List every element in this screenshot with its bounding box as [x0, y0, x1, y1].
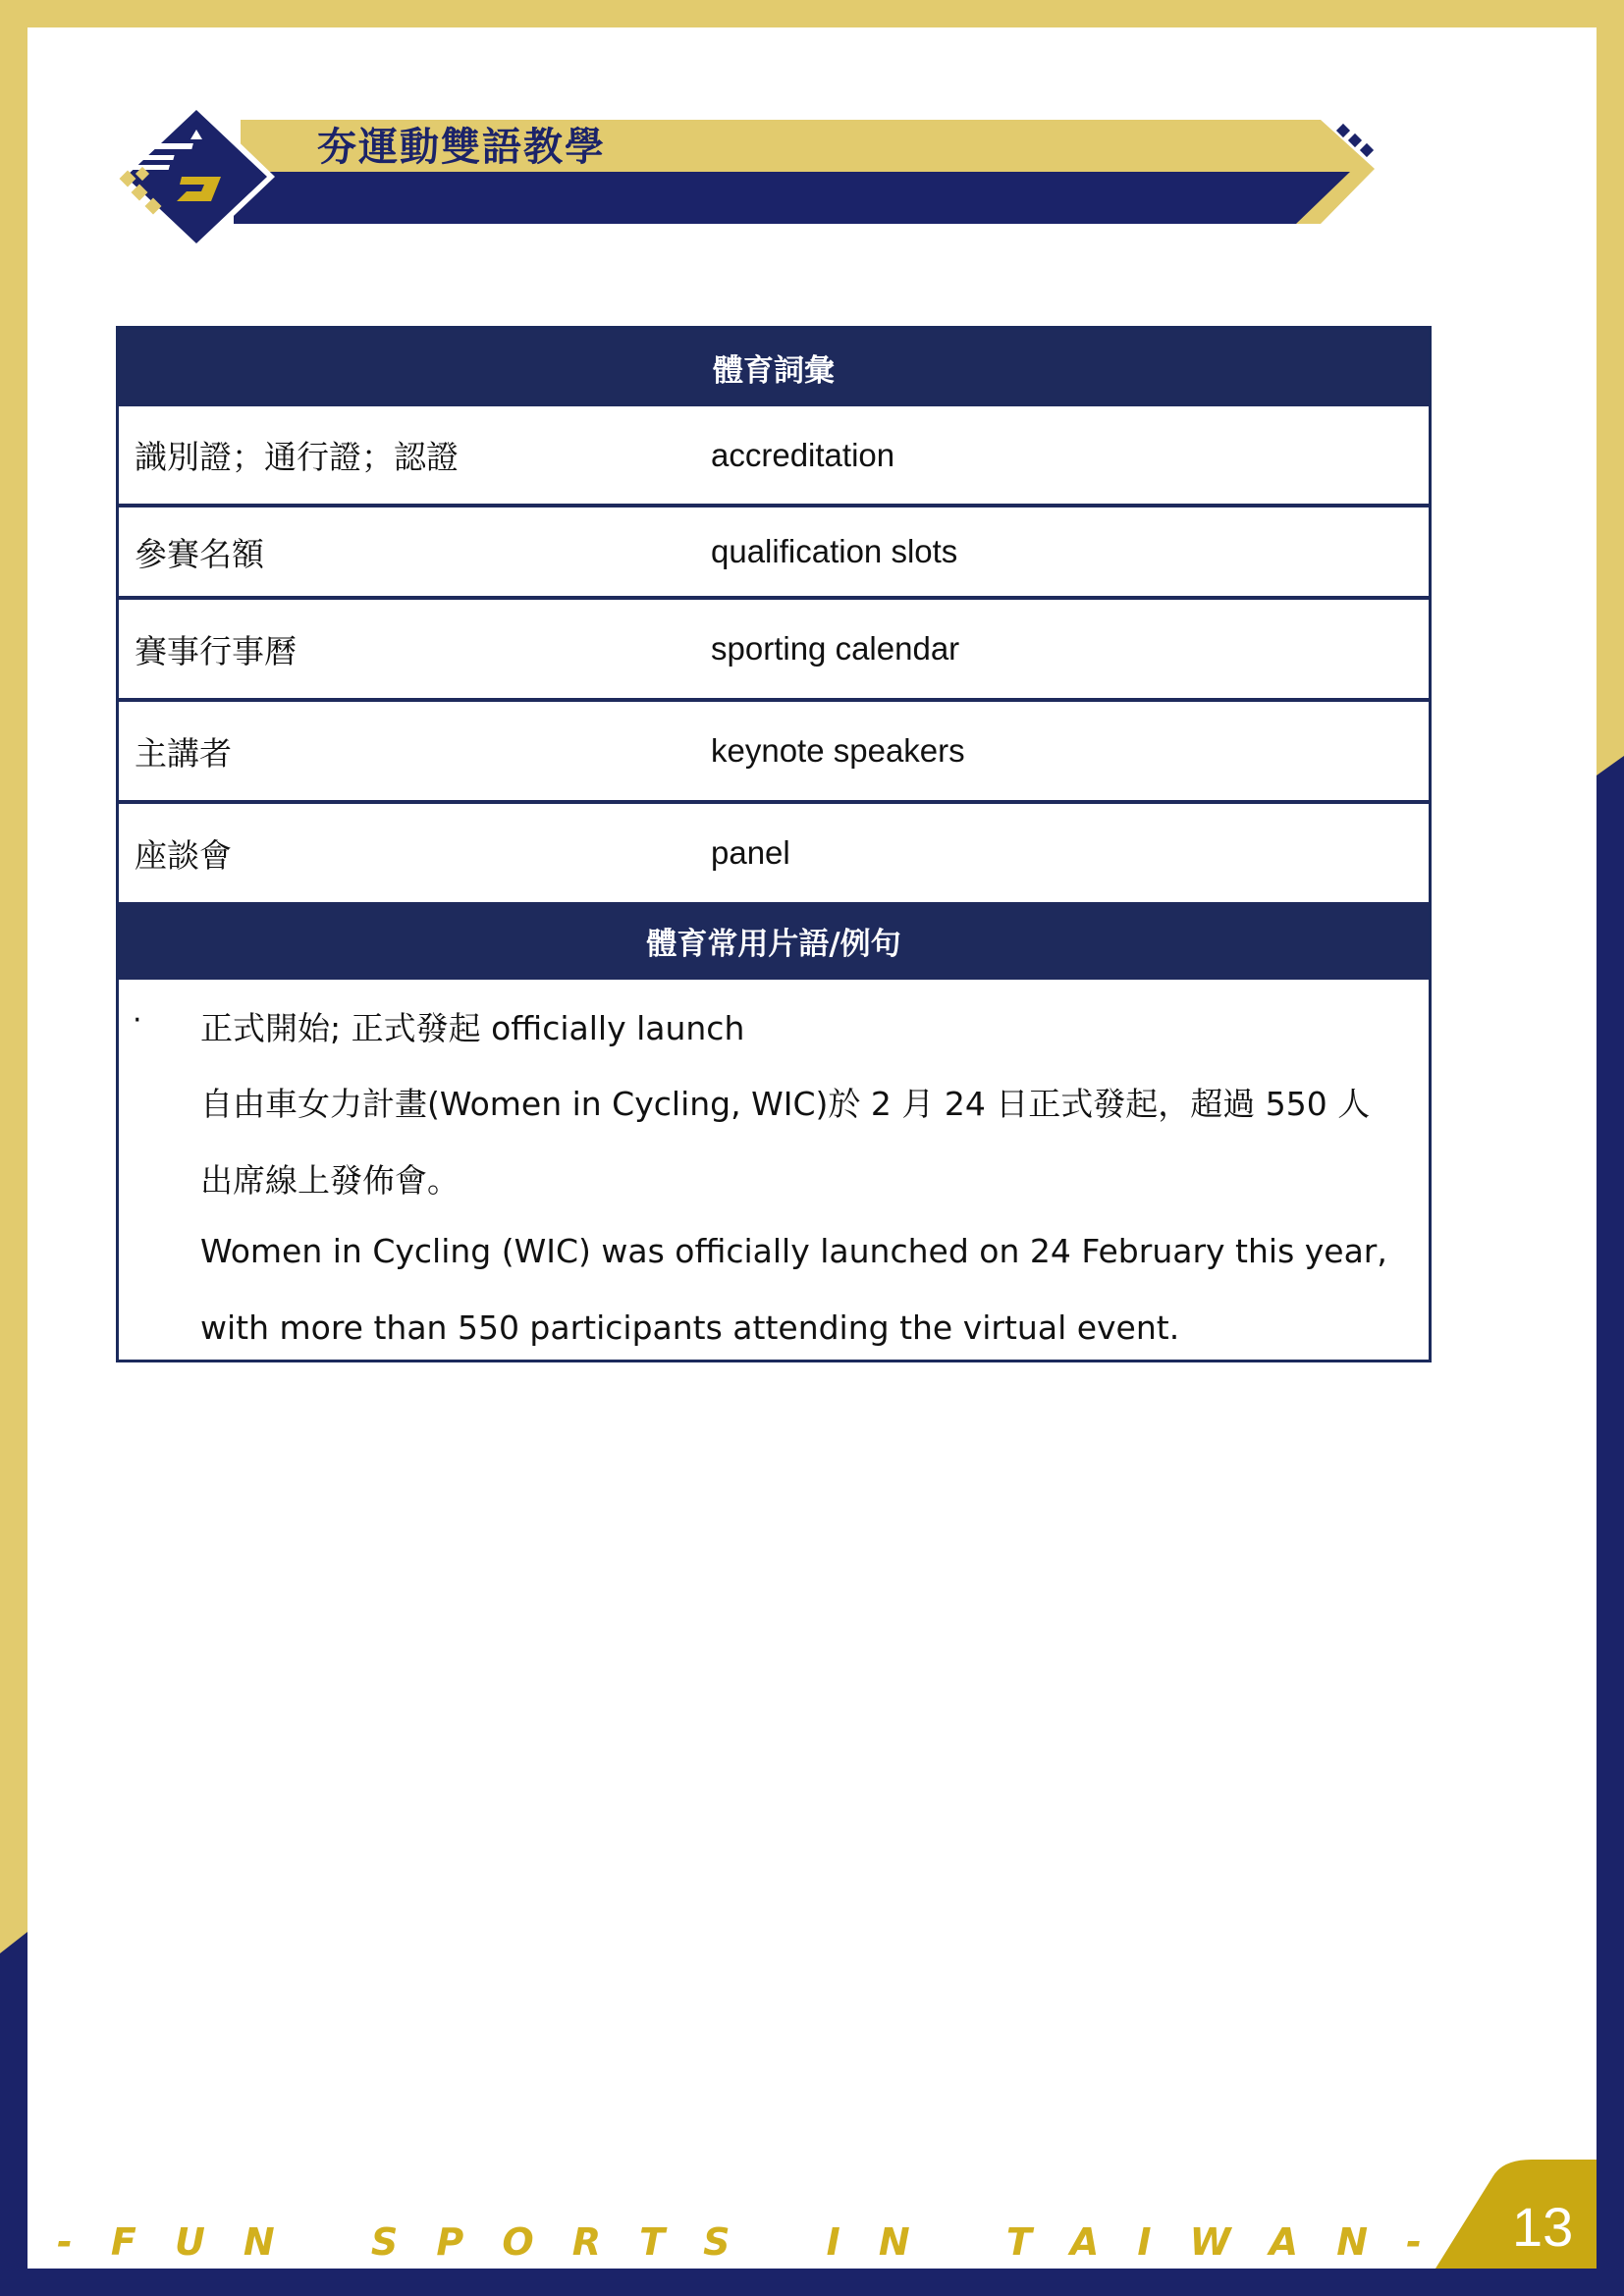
vocabulary-en: panel — [711, 834, 790, 871]
footer-letter: P — [436, 2220, 464, 2264]
footer-letter: A — [1069, 2220, 1100, 2264]
frame-right-navy-accent — [1597, 756, 1624, 2296]
header-banner-navy — [234, 172, 1350, 224]
vocabulary-en: sporting calendar — [711, 630, 960, 667]
header-title: 夯運動雙語教學 — [317, 125, 606, 170]
vocabulary-table — [116, 326, 1432, 1362]
footer-letter: N — [878, 2220, 910, 2264]
footer-letter: N — [243, 2220, 275, 2264]
phrases-body — [119, 980, 1429, 1360]
frame-top-band — [0, 0, 1624, 27]
vocabulary-row — [119, 406, 1429, 507]
vocabulary-row — [119, 600, 1429, 702]
vocabulary-zh: 座談會 — [135, 835, 232, 875]
vocabulary-row — [119, 507, 1429, 600]
footer-letter: S — [370, 2220, 399, 2264]
vocabulary-en: accreditation — [711, 436, 895, 473]
page-number: 13 — [1512, 2196, 1574, 2258]
phrase-example-en: Women in Cycling (WIC) was officially launched on 24 February this year, — [200, 1232, 1387, 1270]
footer-letter: W — [1189, 2220, 1231, 2264]
vocabulary-zh: 識別證；通行證；認證 — [135, 438, 459, 476]
vocabulary-row — [119, 702, 1429, 804]
footer-letter: - — [1406, 2220, 1422, 2264]
vocabulary-row — [119, 804, 1429, 902]
phrase-example-en: with more than 550 participants attending the virtual event. — [200, 1308, 1180, 1347]
vocabulary-en: keynote speakers — [711, 732, 965, 769]
footer-letter: I — [1137, 2220, 1152, 2264]
footer-letter: N — [1336, 2220, 1368, 2264]
footer-letter: S — [703, 2220, 731, 2264]
footer-letter: T — [639, 2220, 665, 2264]
vocabulary-header: 體育詞彙 — [119, 329, 1429, 406]
phrase-example-zh: 自由車女力計畫(Women in Cycling, WIC)於 2 月 24 日正式發起，超過 550 人 — [200, 1085, 1371, 1123]
footer-tagline — [57, 2220, 1422, 2264]
bullet-marker: · — [133, 1003, 142, 1038]
footer-letter: I — [826, 2220, 840, 2264]
footer-letter: A — [1269, 2220, 1299, 2264]
footer-letter: T — [1005, 2220, 1032, 2264]
phrase-example-zh: 出席線上發佈會。 — [200, 1161, 460, 1200]
vocabulary-zh: 參賽名額 — [135, 534, 264, 573]
vocabulary-zh: 賽事行事曆 — [135, 631, 297, 670]
frame-bottom-band — [0, 2269, 1624, 2296]
footer-letter: O — [502, 2220, 534, 2264]
vocabulary-zh: 主講者 — [135, 733, 232, 773]
phrases-header: 體育常用片語/例句 — [119, 902, 1429, 980]
footer-letter: F — [110, 2220, 136, 2264]
vocabulary-en: qualification slots — [711, 533, 958, 569]
phrase-term: 正式開始; 正式發起 officially launch — [200, 1009, 745, 1047]
footer-letter: U — [174, 2220, 205, 2264]
footer-letter: R — [571, 2220, 601, 2264]
frame-left-navy-accent — [0, 1932, 27, 2296]
footer-letter: - — [57, 2220, 73, 2264]
